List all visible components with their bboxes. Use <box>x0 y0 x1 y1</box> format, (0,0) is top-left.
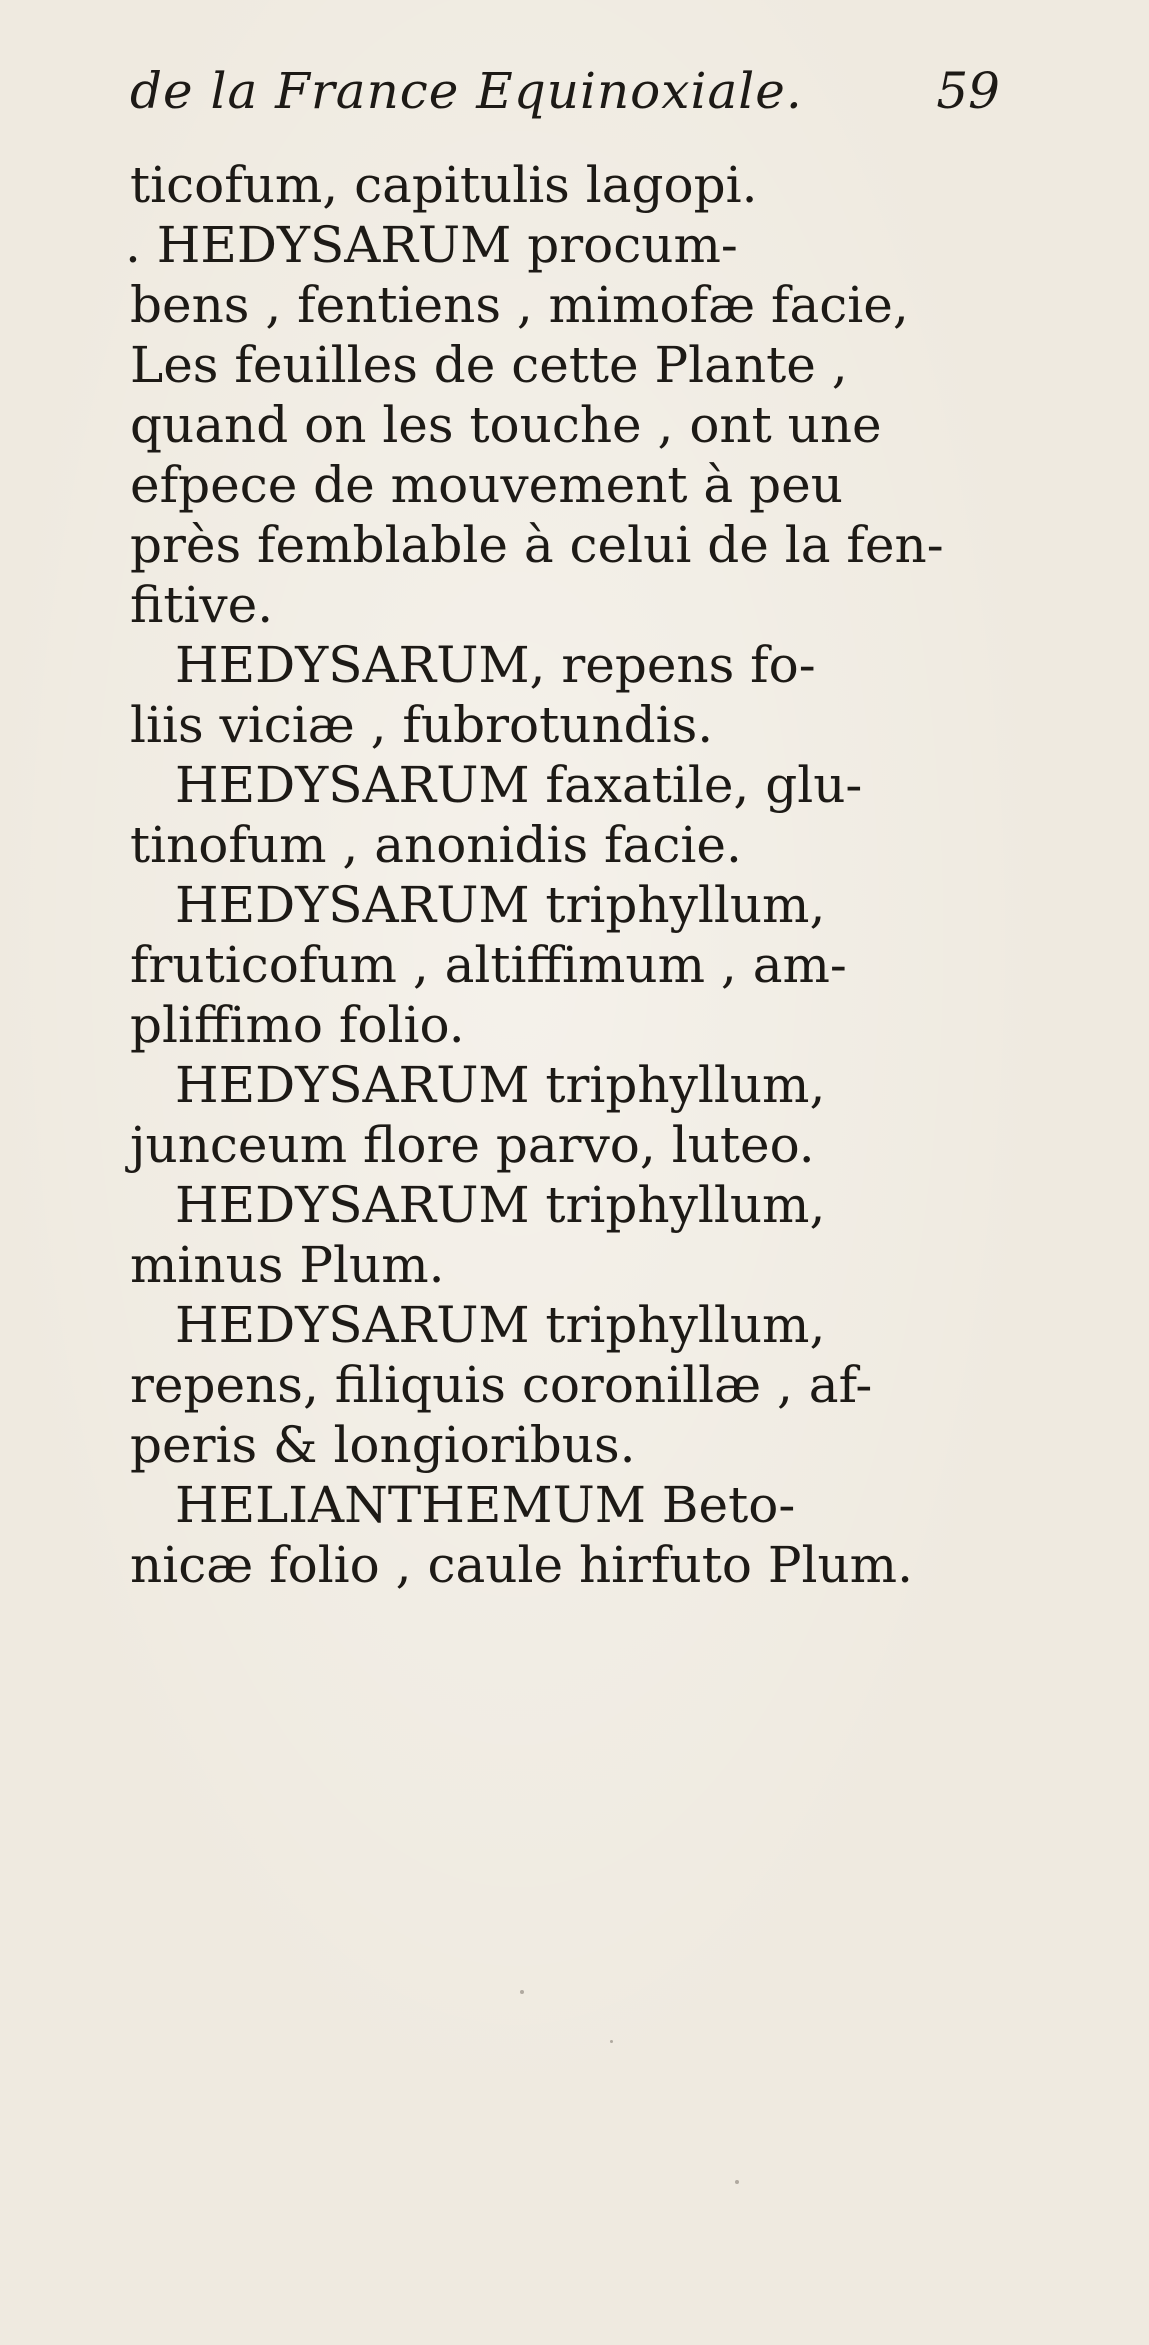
text-line: HEDYSARUM, repens fo- <box>175 636 816 694</box>
paper-speck <box>735 2180 739 2184</box>
text-line: nicæ folio , caule hirfuto Plum. <box>130 1536 913 1594</box>
text-line: efpece de mouvement à peu <box>130 456 843 514</box>
text-line: bens , fentiens , mimofæ facie, <box>130 276 909 334</box>
text-line: HEDYSARUM triphyllum, <box>175 1296 826 1354</box>
text-line: peris & longioribus. <box>130 1416 636 1474</box>
text-line: HELIANTHEMUM Beto- <box>175 1476 796 1534</box>
paper-speck <box>610 2040 613 2043</box>
text-line: repens, filiquis coronillæ , af- <box>130 1356 873 1414</box>
text-line: pliffimo folio. <box>130 996 465 1054</box>
text-line: . HEDYSARUM procum- <box>125 216 738 274</box>
text-line: fitive. <box>130 576 274 634</box>
running-title: de la France Equinoxiale. <box>130 62 803 120</box>
page-number: 59 <box>936 62 1000 120</box>
text-line: HEDYSARUM faxatile, glu- <box>175 756 863 814</box>
text-line: fruticofum , altiffimum , am- <box>130 936 847 994</box>
text-line: HEDYSARUM triphyllum, <box>175 1176 826 1234</box>
text-line: HEDYSARUM triphyllum, <box>175 1056 826 1114</box>
text-line: tinofum , anonidis facie. <box>130 816 742 874</box>
text-line: près femblable à celui de la fen- <box>130 516 944 574</box>
text-line: quand on les touche , ont une <box>130 396 882 454</box>
text-line: ticofum, capitulis lagopi. <box>130 156 758 214</box>
paper-speck <box>520 1990 524 1994</box>
running-head <box>130 62 1000 132</box>
text-line: Les feuilles de cette Plante , <box>130 336 848 394</box>
text-line: liis viciæ , fubrotundis. <box>130 696 714 754</box>
text-line: junceum flore parvo, luteo. <box>130 1116 815 1174</box>
text-line: HEDYSARUM triphyllum, <box>175 876 826 934</box>
text-line: minus Plum. <box>130 1236 445 1294</box>
